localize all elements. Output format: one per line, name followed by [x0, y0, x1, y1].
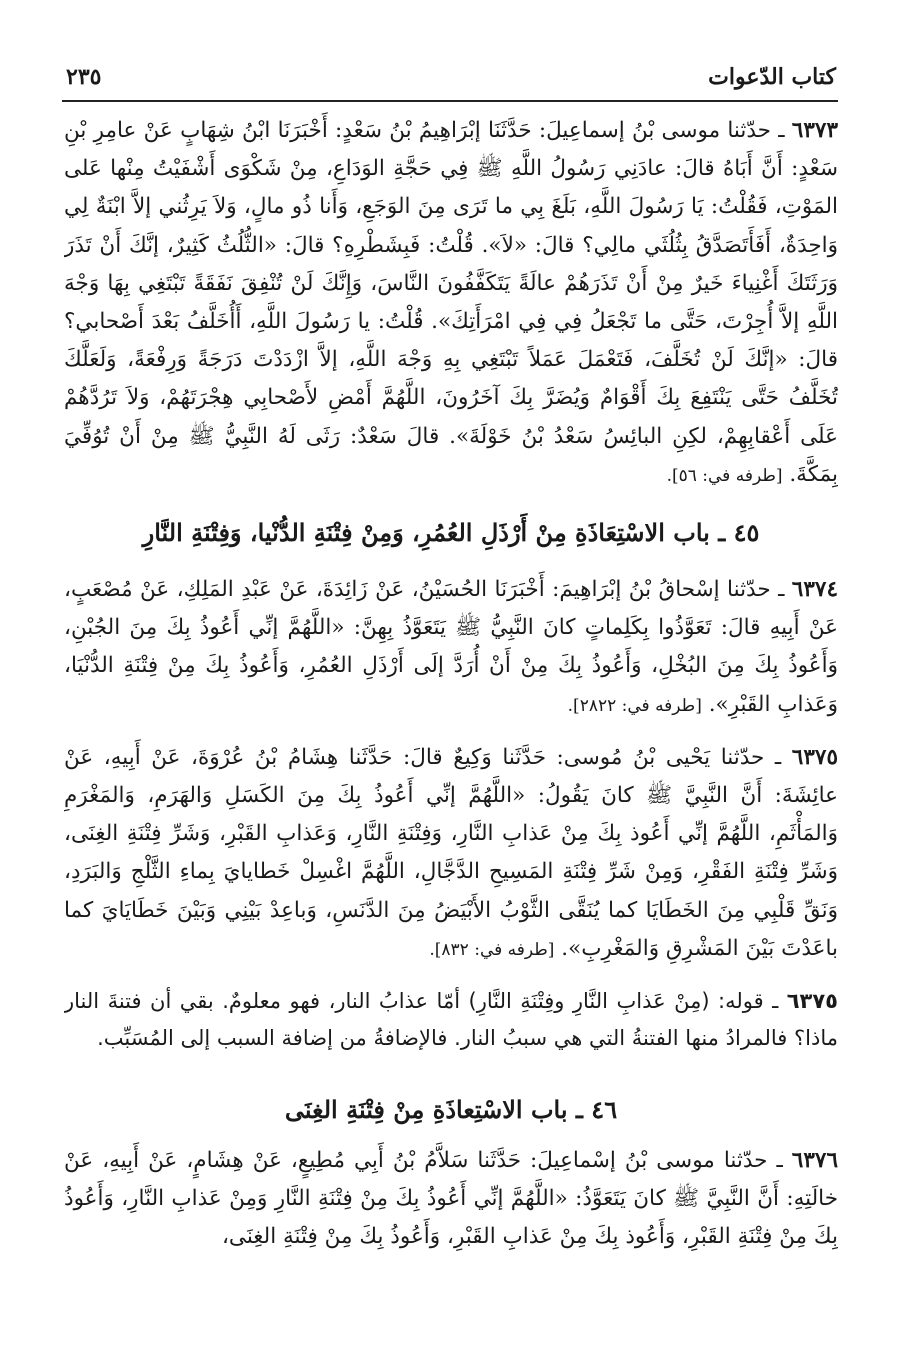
cross-reference: [طرفه في: ٢٨٢٢].: [567, 695, 702, 716]
cross-reference: [طرفه في: ٨٣٢].: [429, 939, 555, 960]
page-header: [66, 52, 836, 90]
cross-reference: [طرفه في: ٥٦].: [666, 465, 783, 486]
commentary-text: ـ قوله: (مِنْ عَذابِ النَّارِ وفِتْنَةِ النَّارِ) أمّا عذابُ النار، فهو معلومٌ. بقي أن فتنةَ النار ماذا؟ فالمرادُ منها الفتنةُ التي هي سببُ النار. فالإضافةُ من إضافة السبب إلى المُسَبِّب.: [64, 989, 838, 1050]
hadith-number: ٦٣٧٥: [791, 744, 838, 770]
hadith-number: ٦٣٧٦: [791, 1148, 838, 1174]
hadith-number: ٦٣٧٤: [791, 577, 838, 603]
hadith-6376: [64, 1142, 838, 1257]
chapter-heading-45: ٤٥ ـ باب الاسْتِعَاذَةِ مِنْ أَرْذَلِ العُمُرِ، وَمِنْ فِتْنَةِ الدُّنْيا، وَفِتْنَةِ النَّارِ: [142, 518, 760, 548]
hadith-text: ـ حدّثنا موسى بْنُ إسْماعِيلَ: حَدَّثَنا سَلاَّمُ بْنُ أَبِي مُطِيعٍ، عَنْ هِشَامٍ، عَنْ أَبِيهِ، عَنْ خالَتِهِ: أَنَّ النَّبِيَّ ﷺ كانَ يَتَعَوَّذُ: «اللَّهُمَّ إنِّي أَعُوذُ بِكَ مِنْ فِتْنَةِ النَّارِ وَمِنْ عَذابِ النَّارِ، وَأَعُوذُ بِكَ مِنْ فِتْنَةِ القَبْرِ، وَأَعُوذ بِكَ مِنْ عَذابِ القَبْرِ، وَأَعُوذُ بِكَ مِنْ فِتْنَةِ الغِنَى،: [64, 1148, 838, 1250]
header-rule: [62, 100, 838, 102]
hadith-number: ٦٣٧٣: [791, 118, 838, 143]
commentary-6375: [64, 983, 838, 1056]
paragraph-gap: [64, 969, 838, 983]
commentary-number: ٦٣٧٥: [786, 989, 838, 1014]
hadith-6374: [64, 571, 838, 725]
paragraph-gap: [64, 725, 838, 739]
hadith-6373: [64, 112, 838, 495]
hadith-text: ـ حدّثنا موسى بْنُ إسماعِيلَ: حَدَّثَنَا إبْرَاهِيمُ بْنُ سَعْدٍ: أَخْبَرَنَا ابْنُ شِهَابٍ عَنْ عامِرِ بْنِ سَعْدٍ: أَنَّ أَبَاهُ قالَ: عادَنِي رَسُولُ اللَّهِ ﷺ فِي حَجَّةِ الوَدَاعِ، مِنْ شَكْوَى أَشْفَيْتُ مِنْها عَلى المَوْتِ، فَقُلْتُ: يَا رَسُولَ اللَّهِ، بَلَغَ بِي ما تَرَى مِنَ الوَجَعِ، وَأَنا ذُو مالٍ، وَلاَ يَرِثُني إلاَّ ابْنَةٌ لِي وَاحِدَةٌ، أَفَأَتَصَدَّقُ بِثُلُثَي مالِي؟ قالَ: «لاَ». قُلْتُ: فَبِشَطْرِهِ؟ قالَ: «الثُّلُثُ كَثِيرٌ، إنَّكَ أَنْ تَذَرَ وَرَثَتَكَ أَغْنِياءَ خَيرٌ مِنْ أَنْ تَذَرَهُمْ عالَةً يَتَكَفَّفُونَ النَّاسَ، وَإِنَّكَ لَنْ تُنْفِقَ نَفَقَةً تَبْتَغِي بِهَا وَجْهَ اللَّهِ إلاَّ أُجِرْتَ، حَتَّى ما تَجْعَلُ فِي فِي امْرَأَتِكَ». قُلْتُ: يا رَسُولَ اللَّهِ، أَأُخَلَّفُ بَعْدَ أَصْحابي؟ قالَ: «إنَّكَ لَنْ تُخَلَّفَ، فَتَعْمَلَ عَمَلاً تَبْتَغِي بِهِ وَجْهَ اللَّهِ، إلاَّ ازْدَدْتَ دَرَجَةً وَرِفْعَةً، وَلَعَلَّكَ تُخَلَّفُ حَتَّى يَنْتَفِعَ بِكَ أَقْوَامٌ وَيُضَرَّ بِكَ آخَرُونَ، اللَّهُمَّ أَمْضِ لأَصْحابِي هِجْرَتَهُمْ، وَلاَ تَرُدَّهُمْ عَلَى أَعْقابِهِمْ، لكِنِ البائِسُ سَعْدُ بْنُ خَوْلَةَ». قالَ سَعْدٌ: رَثَى لَهُ النَّبِيُّ ﷺ مِنْ أَنْ تُوُفِّيَ بِمَكَّةَ.: [64, 118, 838, 487]
hadith-6375: [64, 739, 838, 969]
chapter-heading-46: ٤٦ ـ باب الاسْتِعاذَةِ مِنْ فِتْنَةِ الغِنَى: [284, 1095, 618, 1125]
hadith-text: ـ حدّثنا إسْحاقُ بْنُ إبْرَاهِيمَ: أَخْبَرَنَا الحُسَيْنُ، عَنْ زَائِدَةَ، عَنْ عَبْدِ المَلِكِ، عَنْ مُصْعَبٍ، عَنْ أَبِيهِ قالَ: تَعَوَّذُوا بِكَلِماتٍ كانَ النَّبِيُّ ﷺ يَتَعَوَّذُ بِهِنَّ: «اللَّهُمَّ إنِّي أَعُوذُ بِكَ مِنَ الجُبْنِ، وَأَعُوذُ بِكَ مِنَ البُخْلِ، وَأَعُوذُ بِكَ مِنْ أَنْ أُرَدَّ إلَى أَرْذَلِ العُمُرِ، وَأَعُوذُ بِكَ مِنْ فِتْنَةِ الدُّنْيَا، وَعَذابِ القَبْرِ».: [64, 577, 838, 717]
page-body: [64, 112, 838, 1342]
page-number: ٢٣٥: [66, 64, 102, 90]
book-title: كتاب الدّعوات: [708, 64, 836, 90]
hadith-text: ـ حدّثنا يَحْيى بْنُ مُوسى: حَدَّثَنا وَكِيعٌ قالَ: حَدَّثَنا هِشَامُ بْنُ عُرْوَةَ، عَنْ أَبِيهِ، عَنْ عائِشَةَ: أَنَّ النَّبِيَّ ﷺ كانَ يَقُولُ: «اللَّهُمَّ إنِّي أَعُوذُ بِكَ مِنَ الكَسَلِ وَالهَرَمِ، وَالمَغْرَمِ وَالمَأْثَمِ، اللَّهُمَّ إنِّي أَعُوذ بِكَ مِنْ عَذابِ النَّارِ، وَفِتْنَةِ النَّارِ، وَعَذابِ القَبْرِ، وَشَرِّ فِتْنَةِ الغِنَى، وَشَرِّ فِتْنَةِ الفَقْرِ، وَمِنْ شَرِّ فِتْنَةِ المَسِيحِ الدَّجَّالِ، اللَّهُمَّ اغْسِلْ خَطايايَ بِماءِ الثَّلْجِ وَالبَرَدِ، وَنَقِّ قَلْبِي مِنَ الخَطَايَا كما يُنَقَّى الثَّوْبُ الأَبْيَضُ مِنَ الدَّنَسِ، وَباعِدْ بَيْنِي وَبَيْنَ خَطَايَايَ كما باعَدْتَ بَيْنَ المَشْرِقِ وَالمَغْرِبِ».: [64, 744, 838, 961]
